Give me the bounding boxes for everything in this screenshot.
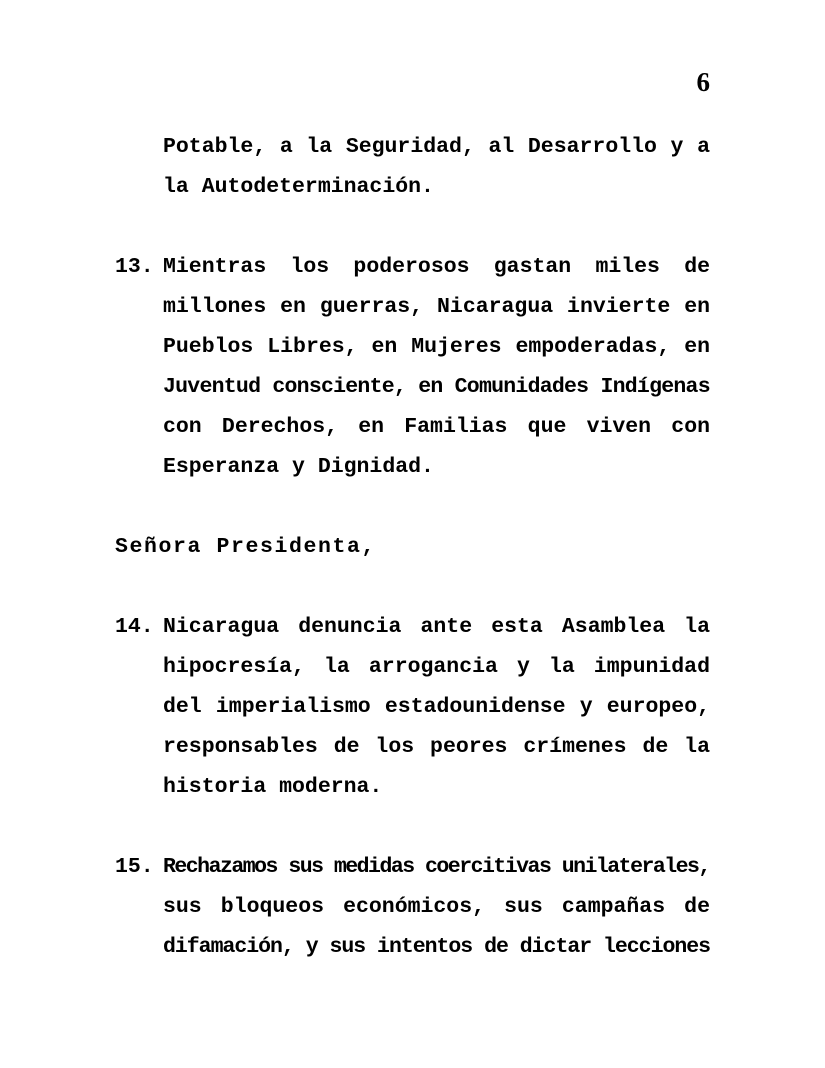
text-line: Potable, a la Seguridad, al Desarrollo y a xyxy=(163,135,710,159)
text-line: hipocresía, la arrogancia y la impunidad xyxy=(163,655,710,679)
text-line: Mientras los poderosos gastan miles de xyxy=(163,255,710,279)
page-number: 6 xyxy=(696,67,710,97)
text-line: millones en guerras, Nicaragua invierte en xyxy=(163,295,710,319)
text-line: Rechazamos sus medidas coercitivas unilaterales, xyxy=(163,855,710,879)
text-line: la Autodeterminación. xyxy=(163,175,434,199)
salutation-block xyxy=(115,527,710,567)
paragraph-number: 15. xyxy=(115,855,154,879)
text-line: sus bloqueos económicos, sus campañas de xyxy=(163,895,710,919)
text-line: del imperialismo estadounidense y europeo, xyxy=(163,695,710,719)
document-body xyxy=(115,127,710,1007)
text-line: difamación, y sus intentos de dictar lecciones xyxy=(163,935,710,959)
paragraph-continuation-block xyxy=(115,127,710,207)
text-line: Nicaragua denuncia ante esta Asamblea la xyxy=(163,615,710,639)
paragraph-block xyxy=(115,607,710,807)
text-line: con Derechos, en Familias que viven con xyxy=(163,415,710,439)
paragraph-block xyxy=(115,247,710,487)
paragraph-number: 13. xyxy=(115,255,154,279)
paragraph-number: 14. xyxy=(115,615,154,639)
text-line: Juventud consciente, en Comunidades Indígenas xyxy=(163,375,710,399)
text-line: historia moderna. xyxy=(163,775,383,799)
text-line: Señora Presidenta, xyxy=(115,535,377,559)
text-line: responsables de los peores crímenes de la xyxy=(163,735,710,759)
text-line: Esperanza y Dignidad. xyxy=(163,455,434,479)
paragraph-block xyxy=(115,847,710,967)
text-line: Pueblos Libres, en Mujeres empoderadas, en xyxy=(163,335,710,359)
